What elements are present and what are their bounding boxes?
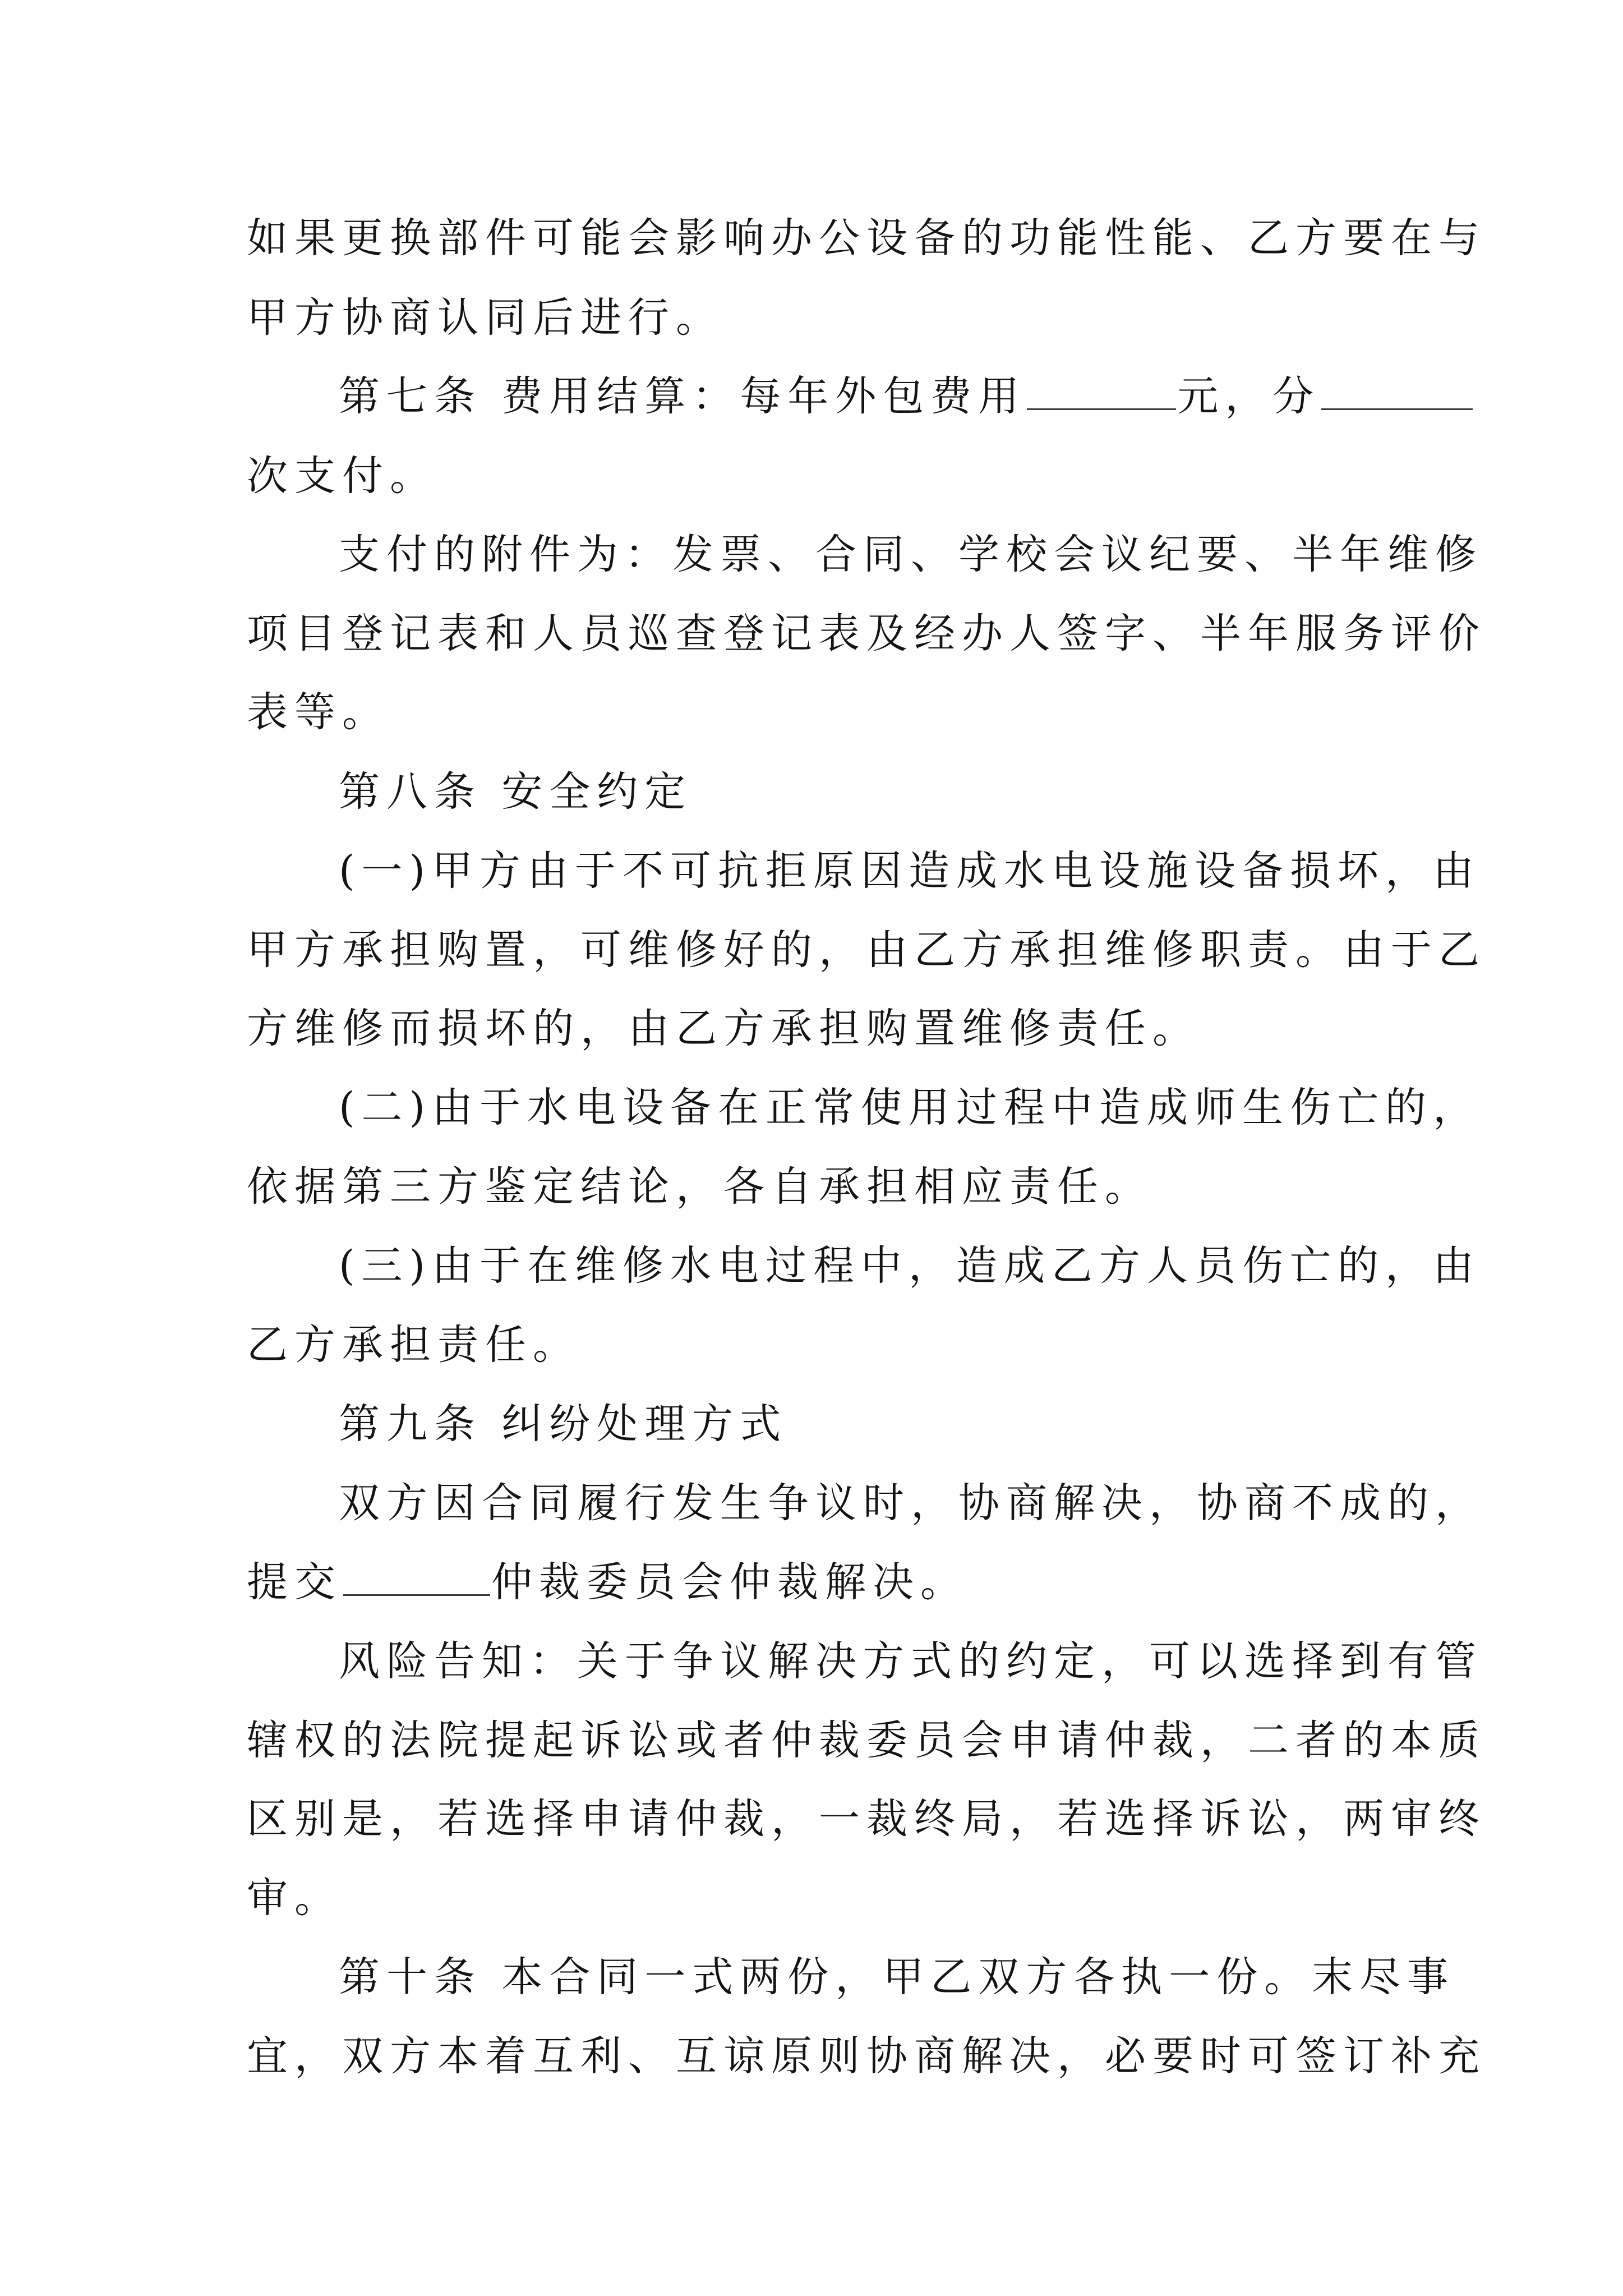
article-7-line bbox=[339, 372, 1474, 420]
text-line: 第十条 本合同一式两份，甲乙双方各执一份。末尽事 bbox=[339, 1953, 1455, 2001]
text-segment: 提交 bbox=[247, 1558, 342, 1606]
text-line: (二)由于水电设备在正常使用过程中造成师生伤亡的， bbox=[339, 1084, 1481, 1131]
text-line: 次支付。 bbox=[247, 452, 437, 500]
text-line: 宜，双方本着互利、互谅原则协商解决，必要时可签订补充 bbox=[247, 2032, 1486, 2080]
text-line: 审。 bbox=[247, 1874, 342, 1922]
text-line: 支付的附件为：发票、合同、学校会议纪要、半年维修 bbox=[339, 531, 1483, 578]
text-line: 甲方协商认同后进行。 bbox=[247, 294, 723, 342]
text-line: 辖权的法院提起诉讼或者仲裁委员会申请仲裁，二者的本质 bbox=[247, 1717, 1486, 1764]
text-segment: 第七条 费用结算：每年外包费用 bbox=[339, 372, 1026, 420]
text-segment: 元，分 bbox=[1177, 372, 1321, 420]
arbitration-line bbox=[247, 1558, 968, 1606]
text-line: 风险告知：关于争议解决方式的约定，可以选择到有管 bbox=[339, 1637, 1483, 1685]
text-line: 乙方承担责任。 bbox=[247, 1321, 580, 1369]
text-line: 项目登记表和人员巡查登记表及经办人签字、半年服务评价 bbox=[247, 610, 1486, 657]
text-line: 依据第三方鉴定结论，各自承担相应责任。 bbox=[247, 1163, 1152, 1211]
text-line: (一)甲方由于不可抗拒原因造成水电设施设备损坏，由 bbox=[339, 847, 1481, 895]
text-line: 表等。 bbox=[247, 688, 390, 736]
article-heading: 第九条 纠纷处理方式 bbox=[339, 1400, 788, 1448]
payment-count-blank bbox=[1321, 405, 1473, 410]
text-line: 区别是，若选择申请仲裁，一裁终局，若选择诉讼，两审终 bbox=[247, 1795, 1486, 1843]
text-line: 方维修而损坏的，由乙方承担购置维修责任。 bbox=[247, 1005, 1200, 1052]
arbitration-committee-blank bbox=[343, 1591, 490, 1596]
text-line: (三)由于在维修水电过程中，造成乙方人员伤亡的，由 bbox=[339, 1242, 1481, 1290]
text-line: 如果更换部件可能会影响办公设备的功能性能、乙方要在与 bbox=[247, 214, 1486, 262]
text-line: 甲方承担购置，可维修好的，由乙方承担维修职责。由于乙 bbox=[247, 926, 1486, 974]
fee-amount-blank bbox=[1027, 405, 1176, 410]
text-line: 双方因合同履行发生争议时，协商解决，协商不成的， bbox=[339, 1479, 1483, 1527]
article-heading: 第八条 安全约定 bbox=[339, 768, 693, 816]
text-segment: 仲裁委员会仲裁解决。 bbox=[491, 1558, 968, 1606]
